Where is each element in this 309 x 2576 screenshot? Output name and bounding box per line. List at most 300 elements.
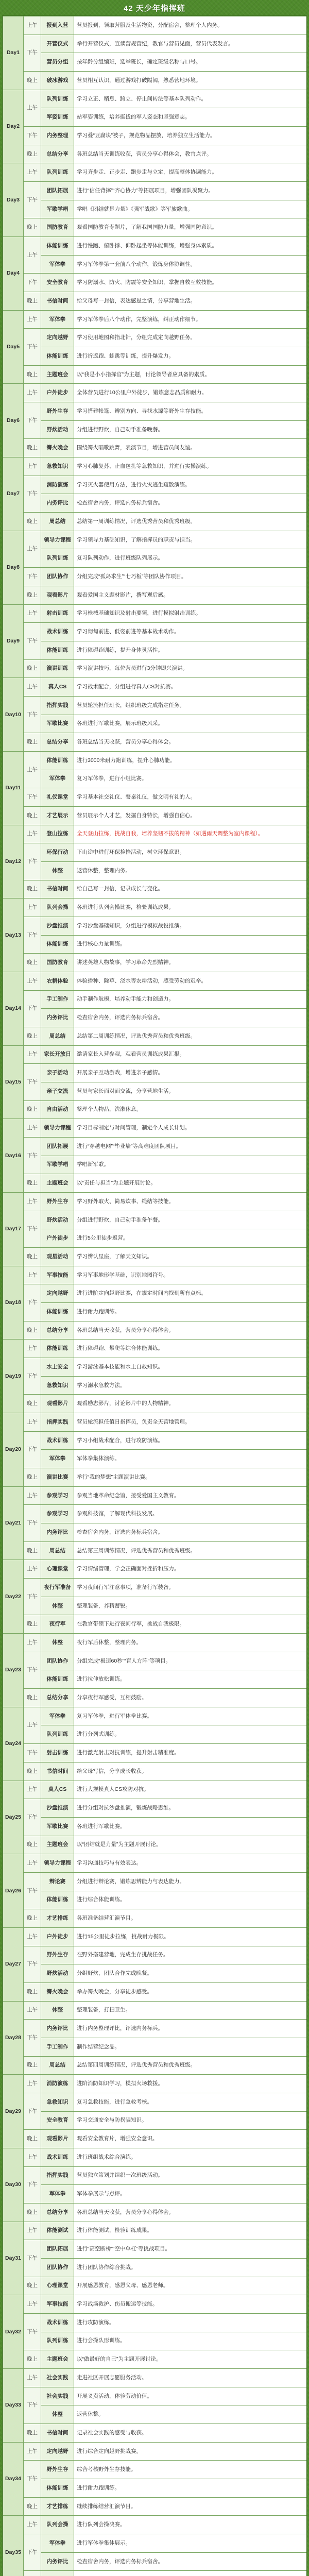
schedule-row <box>3 1744 307 1762</box>
schedule-row <box>3 16 307 35</box>
schedule-row <box>3 770 307 788</box>
activity-desc: 体验播种、除草、浇水等农耕活动，感受劳动的艰辛。 <box>74 972 307 990</box>
activity-desc: 动手制作航模，培养动手能力和创造力。 <box>74 990 307 1009</box>
schedule-row <box>3 1927 307 1946</box>
schedule-row <box>3 2185 307 2204</box>
schedule-row <box>3 2258 307 2277</box>
activity-name: 主题班会 <box>41 2350 74 2369</box>
activity-desc: 营员轮流担任班长，组织班级完成指定任务。 <box>74 696 307 715</box>
day-label: Day31 <box>3 2222 24 2295</box>
schedule-row <box>3 90 307 108</box>
activity-desc: 进行分组对抗沙盘推演，锻炼战略思维。 <box>74 1799 307 1818</box>
activity-desc: 进行内务整理评比，评选内务标兵。 <box>74 2020 307 2038</box>
activity-name: 队列训练 <box>41 2332 74 2350</box>
schedule-row <box>3 2516 307 2534</box>
activity-desc: 进行大规模真人CS攻防对抗。 <box>74 1781 307 1799</box>
activity-name: 团队协作 <box>41 2258 74 2277</box>
activity-desc: 总结第二周训练情况，评选优秀营员和优秀班级。 <box>74 1027 307 1045</box>
schedule-row <box>3 1597 307 1615</box>
activity-name: 团队拓展 <box>41 1137 74 1156</box>
activity-desc <box>74 2571 307 2576</box>
activity-name: 主题班会 <box>41 365 74 384</box>
activity-desc: 学习战场救护、伤员搬运等技能。 <box>74 2295 307 2314</box>
activity-name: 队列会操 <box>41 2516 74 2534</box>
schedule-row <box>3 549 307 568</box>
activity-name: 定向越野 <box>41 329 74 347</box>
activity-name: 休整 <box>41 2405 74 2424</box>
activity-desc: 进行15公里徒步拉练，挑战耐力极限。 <box>74 1927 307 1946</box>
activity-name: 国防教育 <box>41 218 74 237</box>
schedule-row <box>3 2497 307 2516</box>
day-label: Day10 <box>3 678 24 752</box>
schedule-row <box>3 1579 307 1597</box>
schedule-row <box>3 2571 307 2576</box>
activity-name: 休整 <box>41 861 74 880</box>
activity-desc: 复习军体拳，进行小组比赛。 <box>74 770 307 788</box>
schedule-row <box>3 678 307 697</box>
period-label: 晚上 <box>24 1100 41 1119</box>
activity-name: 户外徒步 <box>41 384 74 402</box>
activity-desc: 讲述英雄人物故事，学习革命先烈精神。 <box>74 954 307 972</box>
period-label: 上午 <box>24 163 41 182</box>
activity-name: 队列会操 <box>41 899 74 917</box>
period-label <box>24 2571 41 2576</box>
period-label: 下午 <box>24 2387 41 2424</box>
schedule-row <box>3 1891 307 1909</box>
period-label: 下午 <box>24 329 41 365</box>
schedule-row <box>3 843 307 862</box>
activity-desc: 夜行军后休整，整理内务。 <box>74 1634 307 1652</box>
period-label: 上午 <box>24 531 41 567</box>
period-label: 晚上 <box>24 1248 41 1266</box>
activity-desc: 分享夜行军感受，互相鼓励。 <box>74 1689 307 1707</box>
activity-name: 军事技能 <box>41 1266 74 1284</box>
period-label: 晚上 <box>24 806 41 825</box>
activity-name: 战术训练 <box>41 2313 74 2332</box>
activity-name: 沙盘推演 <box>41 1799 74 1818</box>
activity-desc: 进行拉伸放松训练。 <box>74 1670 307 1689</box>
schedule-row <box>3 2405 307 2424</box>
period-label: 晚上 <box>24 1762 41 1781</box>
schedule-row <box>3 1707 307 1725</box>
activity-desc: 举办篝火晚会，分享徒步感受。 <box>74 1982 307 2001</box>
schedule-row <box>3 1486 307 1505</box>
day-label: Day19 <box>3 1340 24 1413</box>
activity-name: 休整 <box>41 1597 74 1615</box>
schedule-row <box>3 237 307 256</box>
schedule-row <box>3 1340 307 1358</box>
activity-name: 亲子活动 <box>41 1064 74 1082</box>
period-label: 上午 <box>24 1486 41 1505</box>
day-label: Day11 <box>3 751 24 825</box>
activity-name: 队列训练 <box>41 90 74 108</box>
period-label: 下午 <box>24 1137 41 1174</box>
period-label: 晚上 <box>24 2203 41 2222</box>
schedule-row <box>3 880 307 899</box>
schedule-row <box>3 2203 307 2222</box>
activity-desc: 以“做最好的自己”为主题开展讨论。 <box>74 2350 307 2369</box>
activity-desc: 复习队列动作，进行班级队列展示。 <box>74 549 307 568</box>
period-label: 下午 <box>24 1799 41 1836</box>
activity-desc: 各班准备结营汇演节目。 <box>74 1909 307 1928</box>
activity-desc: 学习沙盘基础知识，分组进行模拟战役推演。 <box>74 917 307 935</box>
day-label: Day32 <box>3 2295 24 2369</box>
activity-name: 礼仪课堂 <box>41 788 74 807</box>
day-label: Day23 <box>3 1634 24 1707</box>
day-label: Day17 <box>3 1193 24 1266</box>
day-label: Day26 <box>3 1854 24 1928</box>
schedule-row <box>3 1211 307 1229</box>
activity-name: 军歌学唱 <box>41 200 74 218</box>
activity-desc: 学习心肺复苏、止血包扎等急救知识，并进行实操演练。 <box>74 457 307 476</box>
activity-name: 团队拓展 <box>41 2240 74 2259</box>
activity-desc: 进行体能测试，检验训练成果。 <box>74 2222 307 2240</box>
day-label: Day2 <box>3 90 24 163</box>
period-label: 晚上 <box>24 292 41 311</box>
activity-desc: 进行进阶定向越野比赛，在规定时间内找到所有点标。 <box>74 1284 307 1303</box>
schedule-row <box>3 1174 307 1193</box>
schedule-row <box>3 2277 307 2295</box>
schedule-row <box>3 1854 307 1873</box>
activity-desc: 学习军体拳后八个动作，完整演练，纠正动作细节。 <box>74 310 307 329</box>
activity-desc: 营员报到，领取营服及生活物资，分配宿舍，整理个人内务。 <box>74 16 307 35</box>
activity-name: 书信时间 <box>41 1762 74 1781</box>
activity-name: 破冰游戏 <box>41 72 74 90</box>
schedule-row <box>3 1909 307 1928</box>
schedule-row <box>3 1284 307 1303</box>
activity-desc: 返营休整，整理内务。 <box>74 861 307 880</box>
activity-desc: 学习游泳基本技能和水上自救知识。 <box>74 1358 307 1377</box>
schedule-row <box>3 861 307 880</box>
activity-desc: 学习夜间行军注意事项，准备行军装备。 <box>74 1579 307 1597</box>
schedule-row <box>3 1431 307 1450</box>
activity-name: 军体拳 <box>41 1707 74 1725</box>
activity-desc: 学习灭火器使用方法，进行火灾逃生疏散演练。 <box>74 476 307 494</box>
schedule-row <box>3 274 307 292</box>
period-label: 上午 <box>24 1781 41 1799</box>
schedule-row <box>3 457 307 476</box>
period-label: 上午 <box>24 16 41 35</box>
activity-name: 体能训练 <box>41 935 74 954</box>
schedule-row <box>3 623 307 641</box>
activity-name: 军体拳 <box>41 2185 74 2204</box>
activity-desc: 学习交通安全与防拐骗知识。 <box>74 2111 307 2130</box>
activity-desc: 军体拳集体演练。 <box>74 1450 307 1468</box>
activity-desc: 以“团结就是力量”为主题开展讨论。 <box>74 1836 307 1854</box>
schedule-row <box>3 1137 307 1156</box>
activity-name: 体能训练 <box>41 237 74 256</box>
schedule-row <box>3 2424 307 2443</box>
activity-name: 国防教育 <box>41 954 74 972</box>
activity-name: 农耕体验 <box>41 972 74 990</box>
period-label: 晚上 <box>24 1174 41 1193</box>
activity-name: 内务评比 <box>41 2020 74 2038</box>
activity-name: 营员分组 <box>41 53 74 72</box>
activity-desc: 进行耐力跑训练。 <box>74 1303 307 1321</box>
schedule-row <box>3 2295 307 2314</box>
period-label: 晚上 <box>24 218 41 237</box>
activity-name: 沙盘推演 <box>41 917 74 935</box>
activity-name: 总结分享 <box>41 1321 74 1340</box>
activity-desc: 参观科技馆，了解现代科技发展。 <box>74 1505 307 1523</box>
day-label: Day24 <box>3 1707 24 1781</box>
activity-name: 辩论赛 <box>41 1872 74 1891</box>
period-label: 下午 <box>24 274 41 292</box>
activity-desc: 学习军体拳第一套前八个动作，锻炼身体协调性。 <box>74 255 307 274</box>
schedule-row <box>3 990 307 1009</box>
schedule-row <box>3 494 307 513</box>
schedule-row <box>3 733 307 752</box>
activity-name: 战术训练 <box>41 2148 74 2166</box>
schedule-row <box>3 531 307 549</box>
activity-name: 军体拳 <box>41 1450 74 1468</box>
activity-desc: 学习战术配合，分组进行真人CS对抗赛。 <box>74 678 307 697</box>
schedule-row <box>3 384 307 402</box>
period-label: 下午 <box>24 696 41 733</box>
activity-name: 主题班会 <box>41 1174 74 1193</box>
activity-desc: 进行5公里徒步返营。 <box>74 1229 307 1248</box>
period-label: 上午 <box>24 1634 41 1652</box>
activity-desc: 观看爱国主义题材影片，撰写观后感。 <box>74 586 307 604</box>
period-label: 下午 <box>24 2240 41 2277</box>
period-label: 上午 <box>24 825 41 843</box>
activity-name: 急救知识 <box>41 457 74 476</box>
period-label: 晚上 <box>24 1909 41 1928</box>
schedule-row <box>3 2369 307 2387</box>
day-label: Day12 <box>3 825 24 899</box>
day-label: Day22 <box>3 1560 24 1634</box>
activity-desc: 分组进行辩论赛，锻炼思辨能力与表达能力。 <box>74 1872 307 1891</box>
activity-name: 战术训练 <box>41 623 74 641</box>
activity-desc: 各班总结当天训练收获，营员分享心得体会，教官点评。 <box>74 145 307 163</box>
activity-desc: 学习齐步走、正步走、跑步走与立定，提高整体协调能力。 <box>74 163 307 182</box>
activity-desc: 开展感恩教育，感恩父母、感恩老师。 <box>74 2277 307 2295</box>
activity-name: 参观学习 <box>41 1486 74 1505</box>
schedule-row <box>3 2534 307 2553</box>
period-label: 上午 <box>24 237 41 274</box>
activity-name: 安全教育 <box>41 274 74 292</box>
activity-desc: 围绕篝火唱歌跳舞，表演节目，增进营员间友谊。 <box>74 439 307 457</box>
activity-desc: 进行攻防演练。 <box>74 2313 307 2332</box>
activity-desc: 站军姿训练，培养挺拔的军人姿态和坚强意志。 <box>74 108 307 127</box>
activity-name: 野外生存 <box>41 402 74 421</box>
activity-name: 观看影片 <box>41 586 74 604</box>
activity-desc: 分组野炊，团队合作完成晚餐。 <box>74 1964 307 1983</box>
period-label: 下午 <box>24 788 41 807</box>
activity-desc: 在野外搭建营地，完成生存挑战任务。 <box>74 1946 307 1964</box>
schedule-row <box>3 2552 307 2571</box>
period-label: 下午 <box>24 2166 41 2203</box>
activity-name: 参观学习 <box>41 1505 74 1523</box>
schedule-row <box>3 329 307 347</box>
day-label: Day14 <box>3 972 24 1045</box>
activity-name: 篝火晚会 <box>41 439 74 457</box>
day-label: Day21 <box>3 1486 24 1560</box>
schedule-row <box>3 1376 307 1395</box>
activity-name: 消防演练 <box>41 2075 74 2093</box>
activity-name: 射击训练 <box>41 1744 74 1762</box>
activity-desc: 整理个人物品，洗漱休息。 <box>74 1100 307 1119</box>
period-label: 上午 <box>24 2369 41 2387</box>
schedule-row <box>3 347 307 366</box>
schedule-row <box>3 1027 307 1045</box>
period-label: 上午 <box>24 899 41 917</box>
activity-desc: 分组进行野炊，自己动手准备晚餐。 <box>74 420 307 439</box>
activity-name: 演讲训练 <box>41 659 74 678</box>
activity-name: 指挥实践 <box>41 696 74 715</box>
period-label: 上午 <box>24 1927 41 1946</box>
schedule-row <box>3 1781 307 1799</box>
activity-desc: 邀请家长入营参观，观看营员训练成果汇报。 <box>74 1045 307 1064</box>
activity-name: 消防演练 <box>41 476 74 494</box>
schedule-row <box>3 310 307 329</box>
activity-name: 书信时间 <box>41 880 74 899</box>
schedule-row <box>3 2240 307 2259</box>
schedule-row <box>3 1045 307 1064</box>
period-label: 晚上 <box>24 439 41 457</box>
day-label: Day20 <box>3 1413 24 1487</box>
period-label: 上午 <box>24 678 41 697</box>
activity-desc: 营员展示个人才艺，发掘自身特长，增强自信心。 <box>74 806 307 825</box>
activity-desc: 参观当地革命纪念馆，接受爱国主义教育。 <box>74 1486 307 1505</box>
day-label: Day27 <box>3 1927 24 2001</box>
schedule-row <box>3 1762 307 1781</box>
activity-desc: 给父母写一封信，表达感恩之情，分享营地生活。 <box>74 292 307 311</box>
day-label: Day13 <box>3 899 24 972</box>
activity-name: 军体拳 <box>41 2534 74 2553</box>
activity-desc: 以“我是小小指挥官”为主题，讨论领导者应具备的素质。 <box>74 365 307 384</box>
activity-desc: 走进社区开展志愿服务活动。 <box>74 2369 307 2387</box>
schedule-row <box>3 641 307 659</box>
period-label: 晚上 <box>24 513 41 531</box>
activity-name: 体能训练 <box>41 641 74 659</box>
schedule-row <box>3 1634 307 1652</box>
day-label: Day6 <box>3 384 24 457</box>
schedule-row <box>3 2387 307 2405</box>
period-label: 晚上 <box>24 1615 41 1634</box>
activity-desc: 学习领导力基础知识，了解指挥员的职责与担当。 <box>74 531 307 549</box>
period-label: 下午 <box>24 127 41 145</box>
schedule-row <box>3 53 307 72</box>
activity-desc: 观看国防教育专题片，了解我国国防力量，增强国防意识。 <box>74 218 307 237</box>
activity-desc: 进阶消防知识学习，模拟火场救援。 <box>74 2075 307 2093</box>
activity-name: 户外徒步 <box>41 1927 74 1946</box>
activity-name: 周总结 <box>41 513 74 531</box>
schedule-row <box>3 2001 307 2020</box>
activity-desc: 举行开营仪式，宣读营规营纪，教官与营员见面，营员代表发言。 <box>74 35 307 53</box>
schedule-row <box>3 365 307 384</box>
activity-name: 军体拳 <box>41 770 74 788</box>
activity-name: 战术训练 <box>41 1431 74 1450</box>
activity-name: 体能训练 <box>41 347 74 366</box>
period-label: 下午 <box>24 1744 41 1762</box>
activity-name: 军体拳 <box>41 255 74 274</box>
period-label: 下午 <box>24 476 41 512</box>
schedule-row <box>3 218 307 237</box>
activity-name: 书信时间 <box>41 2424 74 2443</box>
activity-name: 团队协作 <box>41 1652 74 1670</box>
activity-desc: 复习急救技能，进行急救考核。 <box>74 2093 307 2111</box>
activity-name: 水上安全 <box>41 1358 74 1377</box>
activity-desc: 营员轮流担任值日指挥员，负责全天营地管理。 <box>74 1413 307 1432</box>
activity-desc: 进行“信任背摔”“齐心协力”等拓展项目，增强团队凝聚力。 <box>74 182 307 200</box>
day-label: Day34 <box>3 2442 24 2516</box>
period-label: 晚上 <box>24 1321 41 1340</box>
period-label: 晚上 <box>24 2277 41 2295</box>
activity-desc: 进行慢跑、俯卧撑、仰卧起坐等体能训练，增强身体素质。 <box>74 237 307 256</box>
activity-desc: 学习使用地图和指北针，分组完成定向越野任务。 <box>74 329 307 347</box>
period-label: 上午 <box>24 1340 41 1358</box>
period-label: 晚上 <box>24 365 41 384</box>
schedule-row <box>3 1009 307 1027</box>
period-label: 上午 <box>24 1707 41 1743</box>
activity-name: 队列训练 <box>41 549 74 568</box>
activity-name: 环保行动 <box>41 843 74 862</box>
schedule-row <box>3 2148 307 2166</box>
day-label: Day35 <box>3 2516 24 2576</box>
activity-name: 野炊活动 <box>41 420 74 439</box>
activity-name: 定向越野 <box>41 1284 74 1303</box>
activity-desc: 各班总结当天收获，营员分享心得体会。 <box>74 733 307 752</box>
period-label: 晚上 <box>24 2350 41 2369</box>
period-label: 晚上 <box>24 1395 41 1413</box>
period-label: 下午 <box>24 2534 41 2571</box>
activity-desc: 学习目标制定与时间管理，制定个人成长计划。 <box>74 1119 307 1138</box>
schedule-table <box>3 16 306 2576</box>
activity-name: 定向越野 <box>41 2442 74 2461</box>
schedule-row <box>3 200 307 218</box>
activity-name: 野炊活动 <box>41 1964 74 1983</box>
activity-desc: 学唱新军歌。 <box>74 1156 307 1174</box>
activity-desc: 各班进行军歌比赛。 <box>74 1817 307 1836</box>
activity-name: 内务评比 <box>41 2552 74 2571</box>
period-label: 上午 <box>24 457 41 476</box>
schedule-row <box>3 1652 307 1670</box>
schedule-row <box>3 476 307 494</box>
activity-desc: 下山途中进行环保捡拾活动，树立环保意识。 <box>74 843 307 862</box>
activity-desc: 制作结营纪念品。 <box>74 2038 307 2056</box>
activity-name: 休整 <box>41 2001 74 2020</box>
day-label: Day5 <box>3 310 24 384</box>
schedule-row <box>3 1156 307 1174</box>
period-label: 上午 <box>24 384 41 402</box>
activity-desc: 军体拳展示与点评。 <box>74 2185 307 2204</box>
activity-name: 手工制作 <box>41 2038 74 2056</box>
schedule-row <box>3 1395 307 1413</box>
activity-name: 体能训练 <box>41 1891 74 1909</box>
activity-desc: 各班总结当天收获，营员分享心得体会。 <box>74 2203 307 2222</box>
schedule-row <box>3 696 307 715</box>
activity-desc: 进行“穿越电网”“毕业墙”等高难度团队项目。 <box>74 1137 307 1156</box>
schedule-row <box>3 1541 307 1560</box>
period-label: 下午 <box>24 917 41 953</box>
activity-desc: 开展义卖活动，体验劳动价值。 <box>74 2387 307 2405</box>
activity-name: 总结分享 <box>41 1689 74 1707</box>
schedule-row <box>3 1193 307 1211</box>
period-label: 下午 <box>24 1946 41 1982</box>
schedule-row <box>3 659 307 678</box>
activity-name: 社会实践 <box>41 2369 74 2387</box>
activity-name: 总结分享 <box>41 733 74 752</box>
period-label: 晚上 <box>24 2056 41 2075</box>
activity-desc: 学习立正、稍息、跨立、停止间转法等基本队列动作。 <box>74 90 307 108</box>
schedule-row <box>3 1303 307 1321</box>
day-label: Day15 <box>3 1045 24 1119</box>
period-label: 上午 <box>24 1413 41 1432</box>
day-label: Day7 <box>3 457 24 531</box>
activity-name: 才艺展示 <box>41 806 74 825</box>
activity-desc: 给父母写信，分享成长收获。 <box>74 1762 307 1781</box>
